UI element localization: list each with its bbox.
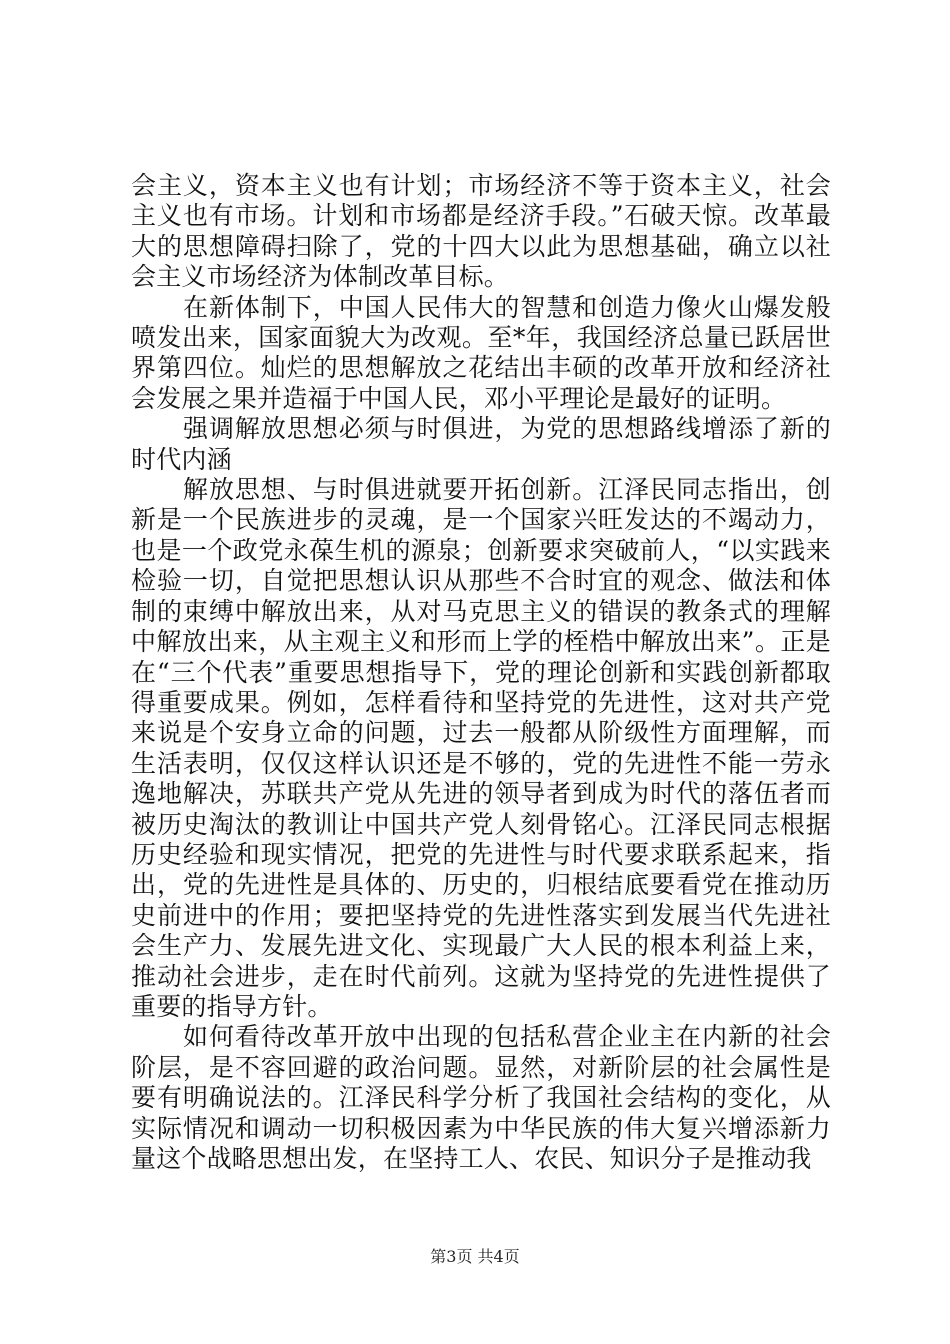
paragraph-2: 在新体制下，中国人民伟大的智慧和创造力像火山爆发般喷发出来，国家面貌大为改观。至*年，我国经济总量已跃居世界第四位。灿烂的思想解放之花结出丰硕的改革开放和经济社会发展之果并造福于中国人民，邓小平理论是最好的证明。 <box>131 292 831 413</box>
section-heading: 强调解放思想必须与时俱进，为党的思想路线增添了新的时代内涵 <box>131 414 831 474</box>
paragraph-3: 解放思想、与时俱进就要开拓创新。江泽民同志指出，创新是一个民族进步的灵魂，是一个国家兴旺发达的不竭动力，也是一个政党永葆生机的源泉；创新要求突破前人，“以实践来检验一切，自觉把思想认识从那些不合时宜的观念、做法和体制的束缚中解放出来，从对马克思主义的错误的教条式的理解中解放出来，从主观主义和形而上学的桎梏中解放出来”。正是在“三个代表”重要思想指导下，党的理论创新和实践创新都取得重要成果。例如，怎样看待和坚持党的先进性，这对共产党来说是个安身立命的问题，过去一般都从阶级性方面理解，而生活表明，仅仅这样认识还是不够的，党的先进性不能一劳永逸地解决，苏联共产党从先进的领导者到成为时代的落伍者而被历史淘汰的教训让中国共产党人刻骨铭心。江泽民同志根据历史经验和现实情况，把党的先进性与时代要求联系起来，指出，党的先进性是具体的、历史的，归根结底要看党在推动历史前进中的作用；要把坚持党的先进性落实到发展当代先进社会生产力、发展先进文化、实现最广大人民的根本利益上来，推动社会进步，走在时代前列。这就为坚持党的先进性提供了重要的指导方针。 <box>131 475 831 1021</box>
page-footer: 第3页 共4页 <box>430 1247 520 1266</box>
paragraph-4: 如何看待改革开放中出现的包括私营企业主在内新的社会阶层，是不容回避的政治问题。显然，对新阶层的社会属性是要有明确说法的。江泽民科学分析了我国社会结构的变化，从实际情况和调动一切积极因素为中华民族的伟大复兴增添新力量这个战略思想出发，在坚持工人、农民、知识分子是推动我 <box>131 1022 831 1173</box>
document-body <box>131 171 831 1174</box>
paragraph-1: 会主义，资本主义也有计划；市场经济不等于资本主义，社会主义也有市场。计划和市场都是经济手段。”石破天惊。改革最大的思想障碍扫除了，党的十四大以此为思想基础，确立以社会主义市场经济为体制改革目标。 <box>131 171 831 292</box>
